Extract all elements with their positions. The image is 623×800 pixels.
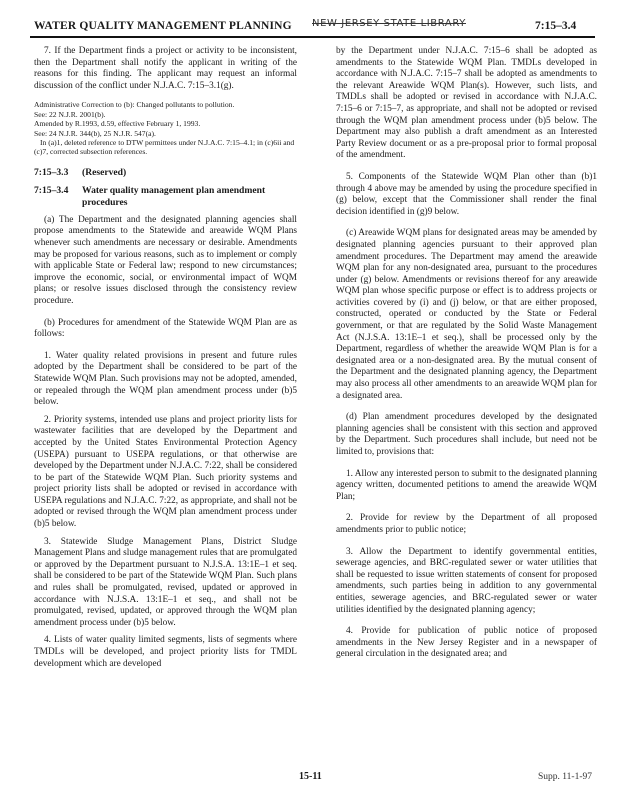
library-stamp: NEW JERSEY STATE LIBRARY xyxy=(312,18,466,29)
paragraph-c: (c) Areawide WQM plans for designated areas may be amended by designated planning agencies pursuant to their approved plan amendment procedures. The Department may amend the areawide WQM plan for any non-designated area, pursuant to the procedures under (g) below. Amendments or revisions thereof for any areawide WQM plan whose specific purpose or effect is to address projects or activities covered by (i) and (j) below, or that are either proposed, constructed, operated or conducted by the State or Federal government, or that are regulated by the Solid Waste Management Act (N.J.S.A. 13:1E–1 et seq.), shall be processed only by the Department, regardless of whether the areawide WQM Plan is for a designated area or a non-designated area. By the mutual consent of the Department and the designated planning agency, the Department may also process all other amendments to an areawide WQM plan for a designated area. xyxy=(336,228,597,401)
paragraph-b: (b) Procedures for amendment of the Statewide WQM Plan are as follows: xyxy=(34,317,297,340)
history-notes xyxy=(34,100,297,156)
history-note: Amended by R.1993, d.59, effective February 1, 1993. xyxy=(34,119,201,129)
left-column xyxy=(34,46,297,676)
paragraph-7: 7. If the Department finds a project or activity to be inconsistent, then the Department shall notify the applicant in writing of the reasons for this finding. The applicant may request an informal discussion of the conflict under N.J.A.C. 7:15–3.1(g). xyxy=(34,46,297,91)
paragraph-b3: 3. Statewide Sludge Management Plans, District Sludge Management Plans and sludge management rules that are promulgated or approved by the Department pursuant to N.J.S.A. 13:1E–1 et seq. shall be considered to be part of the Statewide WQM Plan. Such plans and rules shall be promulgated, revised, updated or approved in accordance with N.J.S.A. 13:1E–1 et seq., and shall not be promulgated, revised, updated, or approved through the WQM plan amendment process under (b)5 below. xyxy=(34,536,297,628)
header-rule xyxy=(30,36,595,38)
paragraph-d1: 1. Allow any interested person to submit to the designated planning agency written, documented petitions to amend the areawide WQM Plan; xyxy=(336,468,597,502)
paragraph-a: (a) The Department and the designated planning agencies shall propose amendments to the Statewide and areawide WQM Plans whenever such amendments are necessary or desirable. Amendments may be proposed for various reasons, such as to implement or comply with applicable State or Federal law; respond to new circumstances; improve the economic, social, or environmental impact of WQM plans; or resolve issues disclosed through the consistency review procedure. xyxy=(34,214,297,306)
section-heading-3-3 xyxy=(34,167,297,179)
running-header-section: 7:15–3.4 xyxy=(535,20,577,32)
paragraph-b5: 5. Components of the Statewide WQM Plan other than (b)1 through 4 above may be amended by using the procedure specified in (g) below, except that the Commissioner shall render the final decision identified in (g)9 below. xyxy=(336,171,597,217)
section-heading-3-4 xyxy=(34,185,297,209)
section-number: 7:15–3.4 xyxy=(34,184,69,196)
history-note: Administrative Correction to (b): Changed pollutants to pollution. xyxy=(34,100,235,110)
right-column xyxy=(336,46,597,667)
history-note: In (a)1, deleted reference to DTW permittees under N.J.A.C. 7:15–4.1; in (c)6ii and (c)7, corrected subsection references. xyxy=(34,138,295,157)
paragraph-b4-continued: by the Department under N.J.A.C. 7:15–6 shall be adopted as amendments to the Statewide WQM Plan. TMDLs developed in accordance with N.J.A.C. 7:15–7 shall be adopted as amendments to the relevant Areawide WQM Plan(s). However, such lists, and TMDLs shall be adopted or revised in accordance with N.J.A.C. 7:15–6 or 7:15–7, as appropriate, and shall not be adopted or revised through the WQM plan amendment process under (b)5 below. The Department may also publish a draft amendment as an Interested Party Review document or as a pre-proposal prior to formal proposal of the amendment. xyxy=(336,46,597,161)
running-header-title: WATER QUALITY MANAGEMENT PLANNING xyxy=(34,20,292,32)
paragraph-d3: 3. Allow the Department to identify governmental entities, sewerage agencies, and BRC-regulated sewer or water utilities that shall be requested to issue written statements of consent for proposed amendments, such parties being in addition to any governmental entities, sewerage agencies, and BRC-regulated sewer or water utilities identified by the designated planning agency; xyxy=(336,546,597,615)
paragraph-b1: 1. Water quality related provisions in present and future rules adopted by the Department shall be considered to be part of the Statewide WQM Plan. Such provisions may not be adopted, amended, or repealed through the WQM plan amendment process under (b)5 below. xyxy=(34,350,297,408)
paragraph-d: (d) Plan amendment procedures developed by the designated planning agencies shall be consistent with this section and approved by the Department. Such procedures shall include, but need not be limited to, provisions that: xyxy=(336,412,597,457)
section-title: Water quality management plan amendment procedures xyxy=(82,184,266,208)
supplement-date: Supp. 11-1-97 xyxy=(538,772,593,782)
section-title: (Reserved) xyxy=(82,166,127,178)
paragraph-d2: 2. Provide for review by the Department of all proposed amendments prior to public notice; xyxy=(336,513,597,535)
history-note: See: 24 N.J.R. 344(b), 25 N.J.R. 547(a). xyxy=(34,128,156,138)
history-note: See: 22 N.J.R. 2001(b). xyxy=(34,109,106,119)
paragraph-d4: 4. Provide for publication of public notice of proposed amendments in the New Jersey Register and in a newspaper of general circulation in the designated area; and xyxy=(336,626,597,660)
paragraph-b2: 2. Priority systems, intended use plans and project priority lists for wastewater facilities that are developed by the Department and accepted by the United States Environmental Protection Agency (USEPA) pursuant to USEPA regulations, or that otherwise are developed by the Department under N.J.A.C. 7:22, shall be considered to be part of the Statewide WQM Plan. Such priority systems and project priority lists shall be adopted or revised in accordance with USEPA regulations and N.J.A.C. 7:22, as appropriate, and shall not be adopted or revised through the WQM plan amendment process under (b)5 below. xyxy=(34,414,297,530)
paragraph-b4: 4. Lists of water quality limited segments, lists of segments where TMDLs will be developed, and project priority lists for TMDL development which are developed xyxy=(34,635,297,669)
page-number: 15-11 xyxy=(299,771,322,782)
section-number: 7:15–3.3 xyxy=(34,166,69,178)
